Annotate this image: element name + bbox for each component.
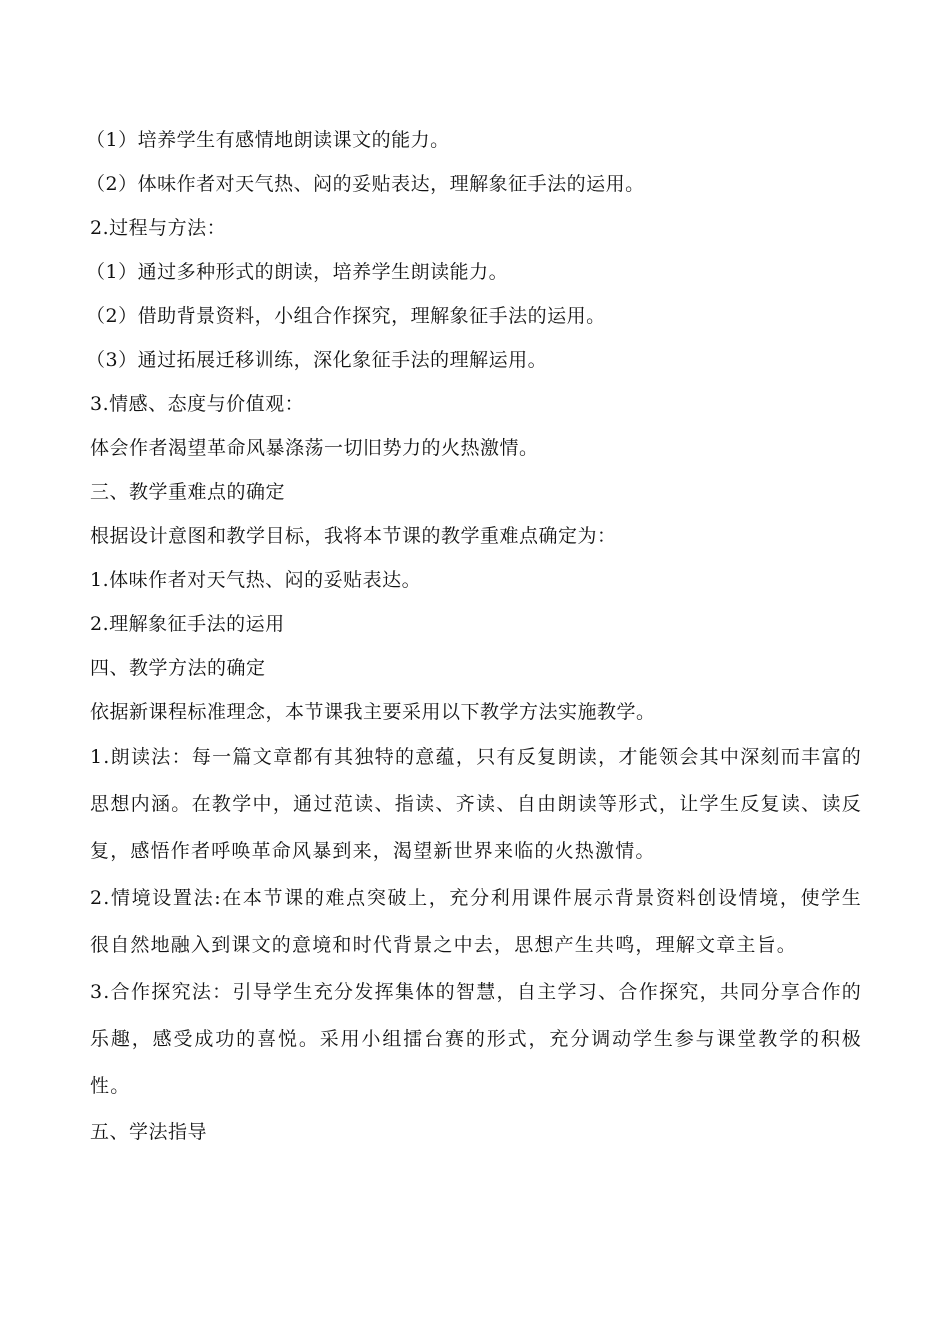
objective-1-1: （1）培养学生有感情地朗读课文的能力。 [86,129,450,151]
key-points-intro: 根据设计意图和教学目标，我将本节课的教学重难点确定为： [90,525,617,547]
document-body [86,118,862,1154]
methods-intro: 依据新课程标准理念，本节课我主要采用以下教学方法实施教学。 [90,701,656,723]
objective-2-2: （2）借助背景资料，小组合作探究，理解象征手法的运用。 [86,305,606,327]
heading-emotion-values: 3.情感、态度与价值观： [90,393,305,415]
key-point-1: 1.体味作者对天气热、闷的妥贴表达。 [90,569,422,591]
method-situation: 2.情境设置法:在本节课的难点突破上，充分利用课件展示背景资料创设情境，使学生很自然地融入到课文的意境和时代背景之中去，思想产生共鸣，理解文章主旨。 [90,887,862,956]
section-heading-5: 五、学法指导 [90,1121,208,1143]
objective-1-2: （2）体味作者对天气热、闷的妥贴表达，理解象征手法的运用。 [86,173,645,195]
objective-3-text: 体会作者渴望革命风暴涤荡一切旧势力的火热激情。 [90,437,539,459]
objective-2-3: （3）通过拓展迁移训练，深化象征手法的理解运用。 [86,349,548,371]
key-point-2: 2.理解象征手法的运用 [90,613,285,635]
objective-2-1: （1）通过多种形式的朗读，培养学生朗读能力。 [86,261,509,283]
method-cooperation: 3.合作探究法：引导学生充分发挥集体的智慧，自主学习、合作探究，共同分享合作的乐趣，感受成功的喜悦。采用小组擂台赛的形式，充分调动学生参与课堂教学的积极性。 [90,981,862,1097]
heading-process-method: 2.过程与方法： [90,217,227,239]
section-heading-3: 三、教学重难点的确定 [90,481,286,503]
method-reading: 1.朗读法：每一篇文章都有其独特的意蕴，只有反复朗读，才能领会其中深刻而丰富的思想内涵。在教学中，通过范读、指读、齐读、自由朗读等形式，让学生反复读、读反复，感悟作者呼唤革命风暴到来，渴望新世界来临的火热激情。 [90,746,862,862]
section-heading-4: 四、教学方法的确定 [90,657,266,679]
